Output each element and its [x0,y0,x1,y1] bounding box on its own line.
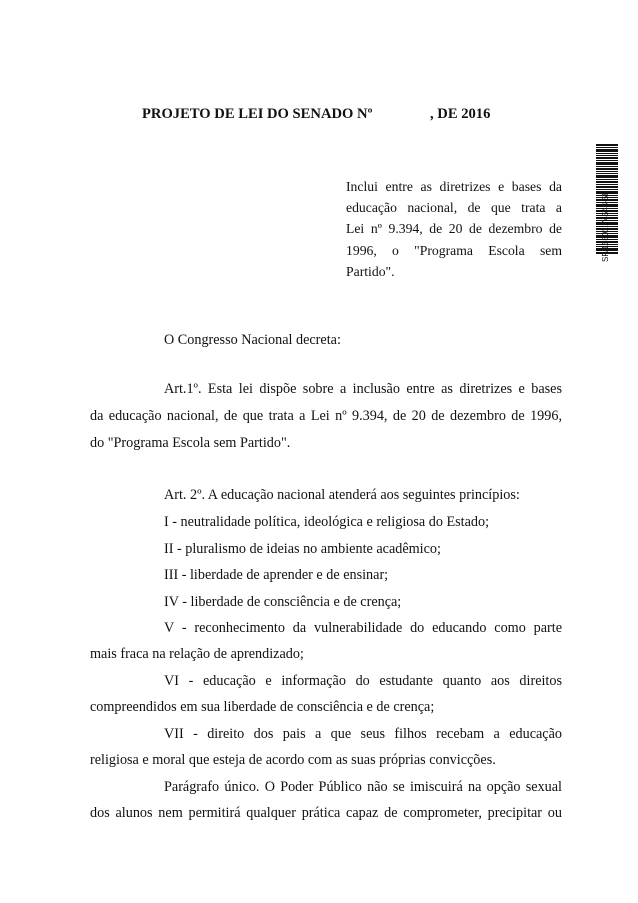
art2-heading: Art. 2º. A educação nacional atenderá aos seguintes princípios: [164,487,520,503]
principle-item [164,726,562,743]
text-line: mais fraca na relação de aprendizado; [90,646,304,662]
ementa [346,176,562,282]
text-line: VI - educação e informação do estudante quanto aos direitos [164,673,562,689]
art1-line [90,408,562,425]
ementa-line: Partido". [346,263,395,279]
art1-line: do "Programa Escola sem Partido". [90,435,291,451]
text-line: Parágrafo único. O Poder Público não se imiscuirá na opção sexual [164,779,562,795]
ementa-line: educação nacional, de que trata a [346,200,562,216]
title-part1: PROJETO DE LEI DO SENADO Nº [142,106,373,122]
text-line: da educação nacional, de que trata a Lei nº 9.394, de 20 de dezembro de 1996, [90,408,562,424]
principle-item: III - liberdade de aprender e de ensinar; [164,567,389,583]
principle-item: II - pluralismo de ideias no ambiente acadêmico; [164,541,441,557]
principle-item: I - neutralidade política, ideológica e religiosa do Estado; [164,514,490,530]
paragrafo-unico [90,805,562,822]
text-line: dos alunos nem permitirá qualquer prática capaz de comprometer, precipitar ou [90,805,562,821]
ementa-line: 1996, o "Programa Escola sem [346,242,562,258]
text-line: religiosa e moral que esteja de acordo com as suas próprias convicções. [90,752,496,768]
text-line: V - reconhecimento da vulnerabilidade do educando como parte [164,620,562,636]
title-part2: , DE 2016 [430,106,491,122]
paragrafo-unico [164,779,562,796]
decreta-paragraph: O Congresso Nacional decreta: [164,332,341,348]
principle-item [164,673,562,690]
principle-item [164,620,562,637]
ementa-line: Lei nº 9.394, de 20 de dezembro de [346,221,562,237]
art1-line [164,381,562,398]
text-line: VII - direito dos pais a que seus filhos recebam a educação [164,726,562,742]
ementa-line: Inclui entre as diretrizes e bases da [346,179,562,194]
principle-item: IV - liberdade de consciência e de crença; [164,594,402,610]
barcode-text: SF/16801.74544-58 [601,191,610,262]
text-line: compreendidos em sua liberdade de consciência e de crença; [90,699,435,715]
text-line: Art.1º. Esta lei dispõe sobre a inclusão entre as diretrizes e bases [164,381,562,397]
